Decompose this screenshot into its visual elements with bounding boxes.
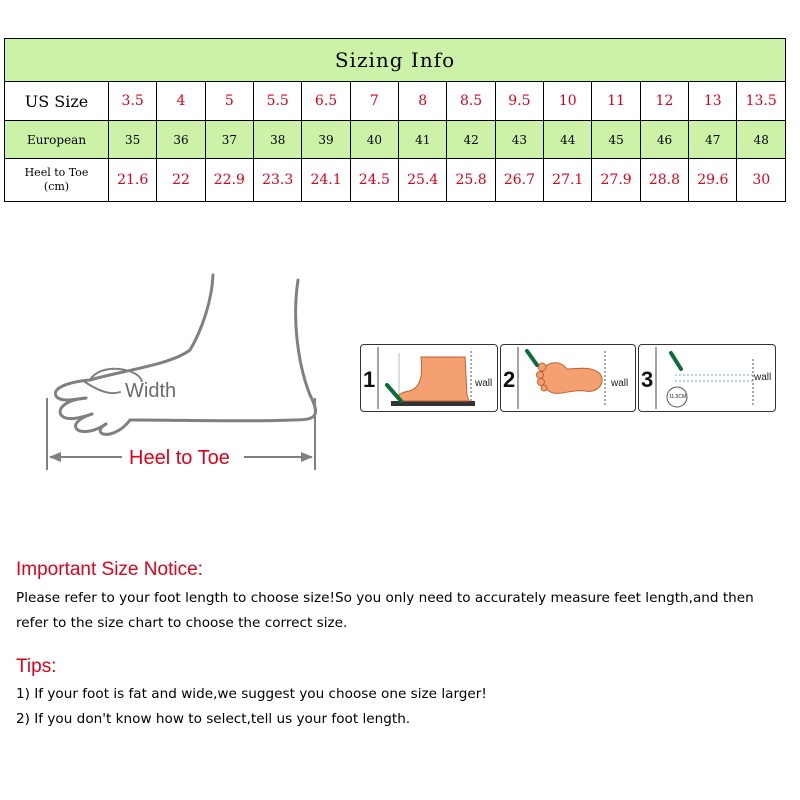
ruler-gauge-label: 11.5CM xyxy=(669,394,687,400)
european-size-label: European xyxy=(5,121,109,159)
heel-to-toe-cell: 23.3 xyxy=(254,159,302,202)
heel-to-toe-cell: 29.6 xyxy=(689,159,737,202)
us-size-cell: 13.5 xyxy=(737,82,786,121)
us-size-cell: 11 xyxy=(592,82,640,121)
step-3-panel xyxy=(638,344,776,412)
step-3-wall-label: wall xyxy=(754,372,772,383)
heel-to-toe-diagram-label: Heel to Toe xyxy=(129,447,230,469)
heel-to-toe-cell: 30 xyxy=(737,159,786,202)
us-size-cell: 7 xyxy=(350,82,398,121)
european-size-cell: 43 xyxy=(495,121,543,159)
heel-to-toe-cell: 24.1 xyxy=(302,159,350,202)
heel-to-toe-cell: 28.8 xyxy=(640,159,688,202)
step-1-number: 1 xyxy=(363,367,376,392)
european-size-cell: 47 xyxy=(689,121,737,159)
european-size-cell: 38 xyxy=(254,121,302,159)
tip-item: 1) If your foot is fat and wide,we suggest you choose one size larger! xyxy=(16,686,487,702)
european-size-row xyxy=(5,121,786,159)
step-2-wall-label: wall xyxy=(611,378,629,389)
step-1-panel xyxy=(360,344,498,412)
step-3-number: 3 xyxy=(641,367,654,392)
us-size-label: US Size xyxy=(5,82,109,121)
width-label: Width xyxy=(125,380,177,402)
size-chart-table xyxy=(4,38,786,202)
us-size-cell: 13 xyxy=(689,82,737,121)
european-size-cell: 35 xyxy=(109,121,157,159)
european-size-cell: 37 xyxy=(205,121,253,159)
tips-title: Tips: xyxy=(16,656,57,677)
european-size-cell: 40 xyxy=(350,121,398,159)
us-size-cell: 8 xyxy=(399,82,447,121)
heel-to-toe-cell: 27.1 xyxy=(544,159,592,202)
tip-item: 2) If you don't know how to select,tell us your foot length. xyxy=(16,711,411,727)
heel-to-toe-row xyxy=(5,159,786,202)
measurement-steps xyxy=(360,344,776,412)
step-2-panel xyxy=(500,344,636,412)
heel-to-toe-cell: 21.6 xyxy=(109,159,157,202)
heel-to-toe-cell: 25.4 xyxy=(399,159,447,202)
european-size-cell: 36 xyxy=(157,121,205,159)
important-notice-body: Please refer to your foot length to choose size!So you only need to accurately measure feet length,and then refer to the size chart to choose the correct size. xyxy=(16,590,754,631)
us-size-cell: 6.5 xyxy=(302,82,350,121)
heel-to-toe-cell: 25.8 xyxy=(447,159,495,202)
size-chart-title: Sizing Info xyxy=(5,39,786,82)
us-size-cell: 5.5 xyxy=(254,82,302,121)
european-size-cell: 44 xyxy=(544,121,592,159)
size-chart-title-row xyxy=(5,39,786,82)
us-size-cell: 3.5 xyxy=(109,82,157,121)
step-2-number: 2 xyxy=(503,367,516,392)
us-size-cell: 5 xyxy=(205,82,253,121)
us-size-cell: 12 xyxy=(640,82,688,121)
us-size-cell: 10 xyxy=(544,82,592,121)
heel-to-toe-label: Heel to Toe (cm) xyxy=(5,159,109,202)
us-size-cell: 4 xyxy=(157,82,205,121)
european-size-cell: 46 xyxy=(640,121,688,159)
european-size-cell: 39 xyxy=(302,121,350,159)
us-size-cell: 8.5 xyxy=(447,82,495,121)
step-1-wall-label: wall xyxy=(475,378,493,389)
heel-to-toe-cell: 22.9 xyxy=(205,159,253,202)
heel-to-toe-cell: 22 xyxy=(157,159,205,202)
important-notice-title: Important Size Notice: xyxy=(16,559,203,580)
european-size-cell: 41 xyxy=(399,121,447,159)
heel-to-toe-cell: 27.9 xyxy=(592,159,640,202)
us-size-cell: 9.5 xyxy=(495,82,543,121)
us-size-row xyxy=(5,82,786,121)
heel-to-toe-cell: 26.7 xyxy=(495,159,543,202)
european-size-cell: 48 xyxy=(737,121,786,159)
european-size-cell: 45 xyxy=(592,121,640,159)
european-size-cell: 42 xyxy=(447,121,495,159)
heel-to-toe-cell: 24.5 xyxy=(350,159,398,202)
